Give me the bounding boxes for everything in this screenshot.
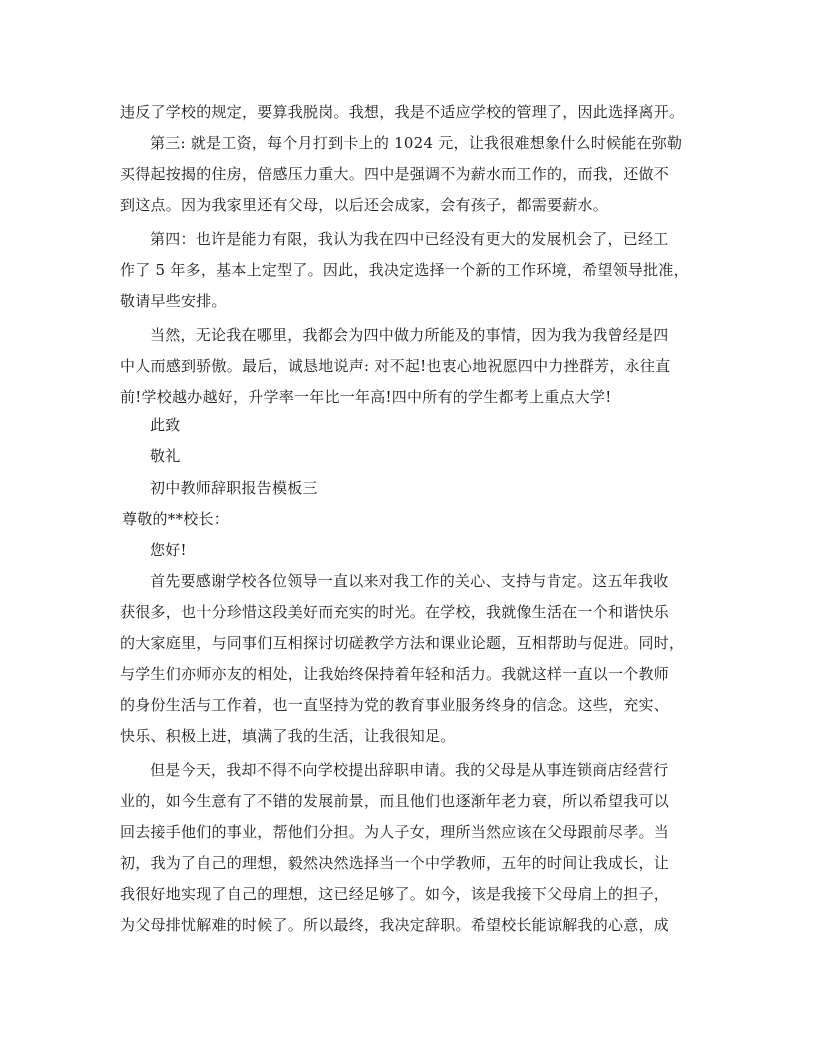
text-line: 的大家庭里，与同事们互相探讨切磋教学方法和课业论题，互相帮助与促进。同时， [120,634,685,652]
greeting: 您好! [150,541,187,559]
text-line: 回去接手他们的事业，帮他们分担。为人子女，理所当然应该在父母跟前尽孝。当 [120,823,670,841]
text-line: 的身份生活与工作着，也一直坚持为党的教育事业服务终身的信念。这些，充实、 [120,696,670,714]
text-line: 中人而感到骄傲。最后，诚恳地说声: 对不起!也衷心地祝愿四中力挫群芳，永往直 [120,357,671,375]
text-line: 第三: 就是工资，每个月打到卡上的 1024 元，让我很难想象什么时候能在弥勒 [150,134,683,152]
closing-salutation: 此致 [150,416,181,434]
text-line: 买得起按揭的住房，倍感压力重大。四中是强调不为薪水而工作的，而我，还做不 [120,165,670,183]
text-line: 初，我为了自己的理想，毅然决然选择当一个中学教师，五年的时间让我成长，让 [120,854,670,872]
text-line: 为父母排忧解难的时候了。所以最终，我决定辞职。希望校长能谅解我的心意，成 [120,916,670,934]
text-line: 敬请早些安排。 [120,292,227,310]
text-line: 获很多，也十分珍惜这段美好而充实的时光。在学校，我就像生活在一个和谐快乐 [120,603,670,621]
text-line: 前!学校越办越好，升学率一年比一年高!四中所有的学生都考上重点大学! [120,388,612,406]
text-line: 首先要感谢学校各位领导一直以来对我工作的关心、支持与肯定。这五年我收 [150,572,669,590]
text-line: 第四：也许是能力有限，我认为我在四中已经没有更大的发展机会了，已经工 [150,230,669,248]
text-line: 业的，如今生意有了不错的发展前景，而且他们也逐渐年老力衰，所以希望我可以 [120,792,670,810]
text-line: 与学生们亦师亦友的相处，让我始终保持着年轻和活力。我就这样一直以一个教师 [120,665,670,683]
text-line: 快乐、积极上进，填满了我的生活，让我很知足。 [120,727,456,745]
text-line: 当然，无论我在哪里，我都会为四中做力所能及的事情，因为我为我曾经是四 [150,326,669,344]
text-line: 我很好地实现了自己的理想，这已经足够了。如今，该是我接下父母肩上的担子， [120,885,670,903]
greeting: 尊敬的**校长： [122,510,230,528]
closing-salutation: 敬礼 [150,447,181,465]
text-line: 违反了学校的规定，要算我脱岗。我想，我是不适应学校的管理了，因此选择离开。 [120,103,685,121]
text-line: 但是今天，我却不得不向学校提出辞职申请。我的父母是从事连锁商店经营行 [150,761,669,779]
section-title: 初中教师辞职报告模板三 [150,479,318,497]
text-line: 作了 5 年多，基本上定型了。因此，我决定选择一个新的工作环境，希望领导批准， [120,261,689,279]
text-line: 到这点。因为我家里还有父母，以后还会成家，会有孩子，都需要薪水。 [120,196,609,214]
